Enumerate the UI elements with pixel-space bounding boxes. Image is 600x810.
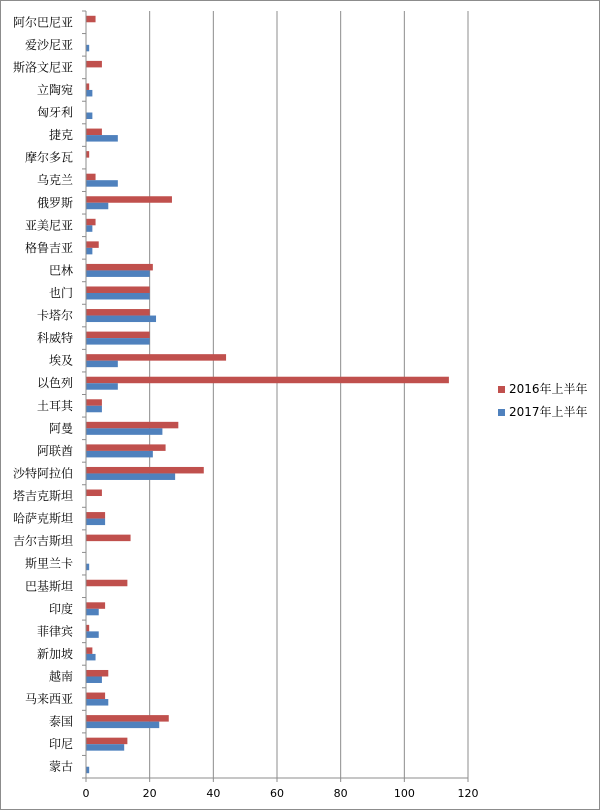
bar-2016 (86, 670, 108, 677)
category-label: 巴基斯坦 (24, 579, 73, 594)
bar-2017 (86, 428, 162, 435)
category-label: 卡塔尔 (36, 308, 73, 323)
bar-2016 (86, 129, 102, 136)
bar-2017 (86, 654, 96, 661)
category-label: 匈牙利 (36, 105, 73, 120)
bar-2017 (86, 361, 118, 368)
category-label: 印尼 (48, 737, 73, 752)
legend-label: 2016年上半年 (509, 382, 588, 396)
category-label: 菲律宾 (36, 624, 73, 639)
x-tick-label: 80 (333, 787, 348, 800)
category-label: 埃及 (48, 353, 73, 368)
x-tick-label: 20 (142, 787, 157, 800)
bar-2016 (86, 309, 150, 316)
bar-2017 (86, 248, 92, 255)
category-label: 摩尔多瓦 (24, 150, 73, 165)
bar-2017 (86, 406, 102, 413)
bar-2017 (86, 316, 156, 323)
x-tick-label: 100 (393, 787, 415, 800)
bar-2016 (86, 174, 96, 181)
bar-2017 (86, 473, 175, 480)
x-tick-label: 0 (82, 787, 90, 800)
category-label: 斯洛文尼亚 (12, 60, 73, 75)
bar-2017 (86, 113, 92, 120)
bar-2016 (86, 422, 178, 429)
category-label: 吉尔吉斯坦 (12, 534, 73, 549)
legend-swatch (498, 409, 505, 416)
bar-2016 (86, 693, 105, 700)
bar-2017 (86, 676, 102, 683)
bar-2017 (86, 203, 108, 210)
bar-2017 (86, 699, 108, 706)
bar-2017 (86, 744, 124, 751)
bar-2016 (86, 580, 127, 587)
bar-2016 (86, 444, 166, 451)
category-label: 乌克兰 (36, 173, 73, 188)
category-label: 也门 (48, 285, 73, 300)
x-tick-label: 40 (206, 787, 221, 800)
bar-2016 (86, 377, 449, 384)
category-label: 科威特 (36, 331, 73, 346)
bar-2017 (86, 631, 99, 638)
bar-2016 (86, 241, 99, 248)
bar-2016 (86, 196, 172, 203)
bar-2016 (86, 332, 150, 339)
grid-lines (150, 11, 468, 778)
bar-2017 (86, 293, 150, 300)
bar-2016 (86, 512, 105, 519)
category-label: 印度 (48, 601, 73, 616)
category-label: 立陶宛 (36, 82, 73, 97)
category-label: 土耳其 (36, 398, 73, 413)
bar-2016 (86, 16, 96, 23)
category-label: 阿曼 (48, 421, 73, 436)
bar-2017 (86, 90, 92, 97)
category-labels (13, 14, 74, 773)
bar-2016 (86, 647, 92, 654)
bar-2016 (86, 602, 105, 609)
category-label: 塔吉克斯坦 (12, 489, 73, 504)
legend (498, 381, 588, 419)
category-label: 沙特阿拉伯 (12, 466, 73, 481)
category-label: 阿尔巴尼亚 (12, 15, 73, 30)
category-label: 斯里兰卡 (24, 556, 73, 571)
bar-2017 (86, 225, 92, 232)
category-label: 俄罗斯 (36, 195, 73, 210)
bar-2017 (86, 722, 159, 729)
category-label: 哈萨克斯坦 (12, 511, 73, 526)
category-label: 马来西亚 (24, 692, 73, 707)
category-label: 巴林 (48, 263, 73, 278)
bar-2016 (86, 219, 96, 226)
bar-2016 (86, 399, 102, 406)
bar-2017 (86, 451, 153, 458)
bar-2016 (86, 264, 153, 271)
category-label: 亚美尼亚 (24, 218, 73, 233)
x-tick-label: 60 (270, 787, 284, 800)
category-label: 新加坡 (36, 646, 73, 661)
category-label: 爱沙尼亚 (24, 37, 73, 52)
bar-2016 (86, 286, 150, 293)
legend-label: 2017年上半年 (509, 405, 588, 419)
bar-2017 (86, 609, 99, 616)
bar-2016 (86, 535, 131, 542)
category-label: 阿联酋 (36, 443, 73, 458)
bar-2016 (86, 354, 226, 361)
bar-2017 (86, 383, 118, 390)
category-label: 捷克 (48, 128, 73, 143)
bar-2017 (86, 180, 118, 187)
bar-2016 (86, 738, 127, 745)
bar-2016 (86, 61, 102, 68)
x-tick-label: 120 (457, 787, 479, 800)
category-label: 以色列 (36, 376, 73, 391)
bar-2017 (86, 338, 150, 345)
tick-labels (83, 787, 479, 800)
bars (86, 16, 449, 773)
bar-2016 (86, 715, 169, 722)
bar-2016 (86, 467, 204, 474)
bar-2017 (86, 519, 105, 526)
bar-2017 (86, 135, 118, 142)
bar-2017 (86, 270, 150, 277)
category-label: 泰国 (48, 714, 73, 729)
legend-swatch (498, 386, 505, 393)
axes (82, 11, 468, 782)
category-label: 越南 (48, 669, 73, 684)
bar-2016 (86, 490, 102, 497)
category-label: 格鲁吉亚 (24, 240, 73, 255)
category-label: 蒙古 (48, 759, 73, 774)
